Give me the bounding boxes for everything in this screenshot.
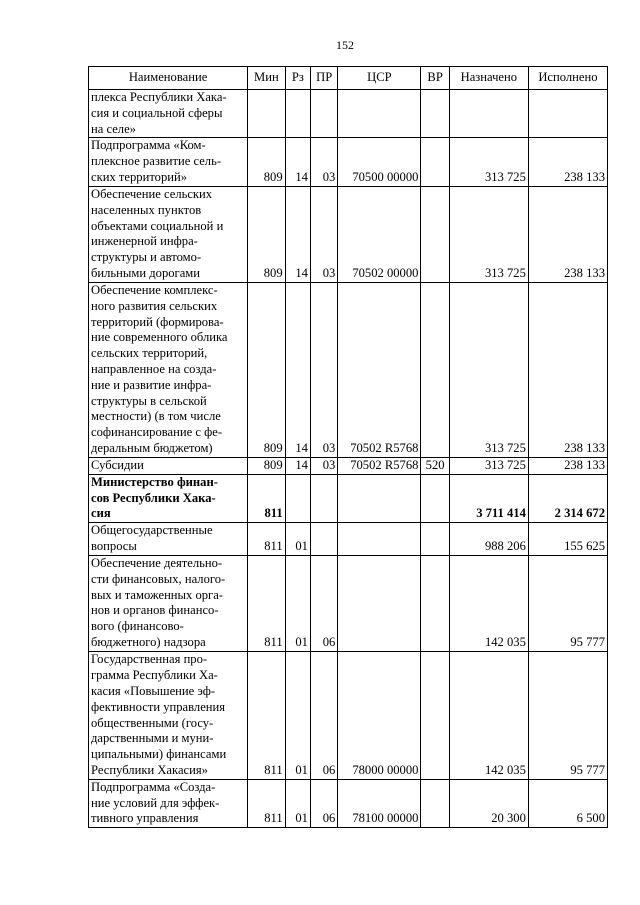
- cell-name: Общегосударственные вопросы: [89, 523, 248, 556]
- cell-vr: [421, 779, 449, 827]
- cell-pr: 06: [310, 651, 337, 779]
- cell-min: [248, 90, 286, 138]
- cell-csr: [338, 523, 421, 556]
- cell-pr: 06: [310, 555, 337, 651]
- budget-table: [88, 66, 608, 828]
- page-number: 152: [336, 38, 354, 52]
- header-csr: ЦСР: [338, 67, 421, 90]
- cell-assigned: 988 206: [449, 523, 528, 556]
- cell-csr: 78100 00000: [338, 779, 421, 827]
- cell-min: 809: [248, 282, 286, 457]
- cell-assigned: 313 725: [449, 186, 528, 282]
- cell-rz: 14: [285, 282, 310, 457]
- cell-pr: [310, 474, 337, 522]
- cell-vr: [421, 90, 449, 138]
- table-row: [89, 651, 608, 779]
- cell-name: Субсидии: [89, 457, 248, 474]
- cell-executed: 6 500: [528, 779, 607, 827]
- cell-name: Обеспечение комплекс- ного развития сельских территорий (формирова- ние современного облика сельских территорий, направленное на созда- ние и развитие инфра- структуры в сельской местности) (в том числе софинансирование с фе- деральным бюджетом): [89, 282, 248, 457]
- cell-vr: [421, 474, 449, 522]
- cell-name: Подпрограмма «Созда- ние условий для эффек- тивного управления: [89, 779, 248, 827]
- cell-rz: 14: [285, 457, 310, 474]
- cell-executed: 238 133: [528, 457, 607, 474]
- cell-pr: 06: [310, 779, 337, 827]
- table-row: [89, 555, 608, 651]
- cell-rz: 01: [285, 523, 310, 556]
- cell-min: 809: [248, 457, 286, 474]
- cell-min: 809: [248, 138, 286, 186]
- cell-vr: [421, 282, 449, 457]
- cell-min: 811: [248, 474, 286, 522]
- cell-pr: [310, 523, 337, 556]
- header-vr: ВР: [421, 67, 449, 90]
- cell-csr: [338, 474, 421, 522]
- cell-name: Обеспечение деятельно- сти финансовых, налого- вых и таможенных орга- нов и органов финансо- вого (финансово- бюджетного) надзора: [89, 555, 248, 651]
- cell-executed: 238 133: [528, 138, 607, 186]
- cell-assigned: 20 300: [449, 779, 528, 827]
- cell-min: 811: [248, 651, 286, 779]
- cell-vr: [421, 523, 449, 556]
- cell-min: 811: [248, 523, 286, 556]
- cell-name: Государственная про- грамма Республики Ха- касия «Повышение эф- фективности управления общественными (госу- дарственными и муни- ципальными) финансами Республики Хакасия»: [89, 651, 248, 779]
- header-pr: ПР: [310, 67, 337, 90]
- cell-assigned: 142 035: [449, 651, 528, 779]
- cell-rz: 01: [285, 555, 310, 651]
- cell-csr: 70502 00000: [338, 186, 421, 282]
- cell-pr: 03: [310, 138, 337, 186]
- cell-vr: [421, 651, 449, 779]
- table-row: [89, 186, 608, 282]
- cell-executed: 95 777: [528, 651, 607, 779]
- cell-assigned: 313 725: [449, 457, 528, 474]
- table-row: [89, 138, 608, 186]
- cell-name: Подпрограмма «Ком- плексное развитие сель- ских территорий»: [89, 138, 248, 186]
- cell-csr: 78000 00000: [338, 651, 421, 779]
- cell-min: 811: [248, 555, 286, 651]
- cell-min: 811: [248, 779, 286, 827]
- cell-executed: 155 625: [528, 523, 607, 556]
- cell-assigned: 313 725: [449, 138, 528, 186]
- cell-executed: 2 314 672: [528, 474, 607, 522]
- cell-vr: [421, 138, 449, 186]
- cell-assigned: 3 711 414: [449, 474, 528, 522]
- cell-min: 809: [248, 186, 286, 282]
- cell-assigned: [449, 90, 528, 138]
- cell-name: плекса Республики Хака- сия и социальной сферы на селе»: [89, 90, 248, 138]
- cell-rz: 01: [285, 779, 310, 827]
- header-rz: Рз: [285, 67, 310, 90]
- cell-csr: [338, 90, 421, 138]
- header-executed: Исполнено: [528, 67, 607, 90]
- cell-executed: 238 133: [528, 282, 607, 457]
- cell-pr: [310, 90, 337, 138]
- cell-csr: 70500 00000: [338, 138, 421, 186]
- cell-rz: [285, 474, 310, 522]
- cell-pr: 03: [310, 457, 337, 474]
- table-row: [89, 282, 608, 457]
- cell-name: Министерство финан- сов Республики Хака- сия: [89, 474, 248, 522]
- header-assigned: Назначено: [449, 67, 528, 90]
- cell-executed: 238 133: [528, 186, 607, 282]
- cell-assigned: 142 035: [449, 555, 528, 651]
- header-name: Наименование: [89, 67, 248, 90]
- cell-vr: [421, 186, 449, 282]
- table-row: [89, 90, 608, 138]
- table-row: [89, 457, 608, 474]
- cell-csr: 70502 R5768: [338, 457, 421, 474]
- cell-rz: [285, 90, 310, 138]
- cell-assigned: 313 725: [449, 282, 528, 457]
- cell-executed: [528, 90, 607, 138]
- cell-rz: 14: [285, 186, 310, 282]
- table-row: [89, 523, 608, 556]
- table-header-row: [89, 67, 608, 90]
- cell-rz: 01: [285, 651, 310, 779]
- table-row: [89, 474, 608, 522]
- cell-rz: 14: [285, 138, 310, 186]
- table-row: [89, 779, 608, 827]
- cell-vr: 520: [421, 457, 449, 474]
- cell-csr: [338, 555, 421, 651]
- cell-csr: 70502 R5768: [338, 282, 421, 457]
- cell-name: Обеспечение сельских населенных пунктов объектами социальной и инженерной инфра- структуры и автомо- бильными дорогами: [89, 186, 248, 282]
- cell-pr: 03: [310, 282, 337, 457]
- cell-vr: [421, 555, 449, 651]
- cell-pr: 03: [310, 186, 337, 282]
- cell-executed: 95 777: [528, 555, 607, 651]
- header-min: Мин: [248, 67, 286, 90]
